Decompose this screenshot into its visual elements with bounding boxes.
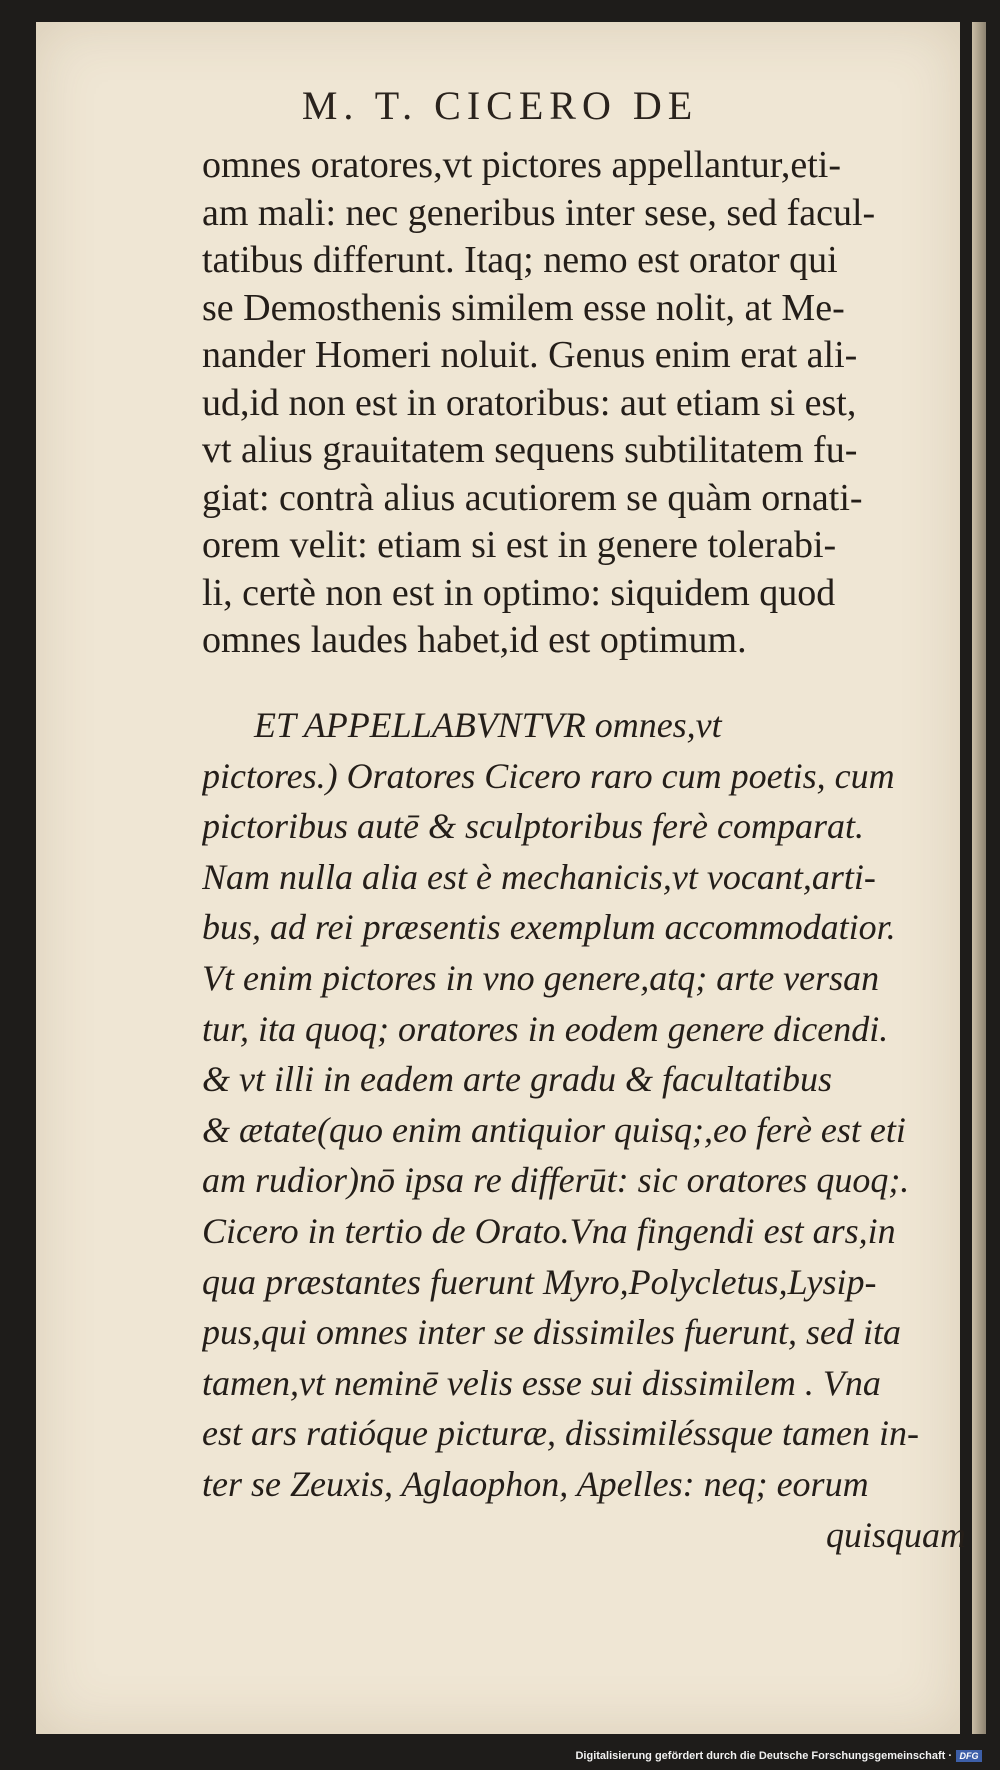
commentary-line: am rudior)nō ipsa re differūt: sic oratores quoq;.	[202, 1160, 910, 1201]
commentary-line: Cicero in tertio de Orato.Vna fingendi est ars,in	[202, 1210, 896, 1251]
commentary-line: & ætate(quo enim antiquior quisq;,eo ferè est eti	[202, 1109, 906, 1150]
main-text-line: orem velit: etiam si est in genere tolerabi-	[202, 524, 837, 566]
main-text-line: giat: contrà alius acutiorem se quàm ornati-	[202, 476, 863, 519]
commentary-line: tur, ita quoq; oratores in eodem genere dicendi.	[202, 1008, 889, 1049]
footer-credit-text: Digitalisierung gefördert durch die Deutsche Forschungsgemeinschaft ·	[575, 1750, 952, 1762]
main-text-block	[202, 142, 978, 665]
commentary-line: pus,qui omnes inter se dissimiles fuerunt, sed ita	[202, 1312, 901, 1353]
main-text-line: vt alius grauitatem sequens subtilitatem fu-	[202, 429, 858, 471]
commentary-line: ET APPELLABVNTVR omnes,vt	[254, 705, 722, 745]
main-text-line: li, certè non est in optimo: siquidem quod	[202, 571, 836, 614]
footer-credit	[575, 1750, 982, 1762]
catchword: quisquam	[825, 1514, 966, 1555]
main-text-line: ud,id non est in oratoribus: aut etiam si est,	[202, 381, 857, 424]
commentary-line: ter se Zeuxis, Aglaophon, Apelles: neq; eorum	[202, 1463, 869, 1504]
commentary-line: tamen,vt neminē velis esse sui dissimilem . Vna	[202, 1362, 881, 1403]
main-text-line: tatibus differunt. Itaq; nemo est orator qui	[202, 239, 838, 281]
commentary-line: pictores.) Oratores Cicero raro cum poetis, cum	[202, 755, 895, 796]
commentary-block	[202, 700, 978, 1560]
main-text-line: nander Homeri noluit. Genus enim erat ali-	[202, 334, 858, 376]
commentary-line: bus, ad rei præsentis exemplum accommodatior.	[202, 907, 896, 948]
commentary-line: pictoribus autē & sculptoribus ferè comparat.	[202, 806, 864, 847]
commentary-line: qua præstantes fuerunt Myro,Polycletus,Lysip-	[202, 1261, 877, 1302]
commentary-line: Nam nulla alia est è mechanicis,vt vocant,arti-	[202, 856, 876, 897]
main-text-line: omnes oratores,vt pictores appellantur,eti-	[202, 144, 841, 186]
main-text-line: omnes laudes habet,id est optimum.	[202, 619, 747, 661]
commentary-line: & vt illi in eadem arte gradu & facultatibus	[202, 1059, 832, 1100]
main-text-line: se Demosthenis similem esse nolit, at Me-	[202, 286, 845, 329]
commentary-line: Vt enim pictores in vno genere,atq; arte versan	[202, 957, 880, 998]
main-text-line: am mali: nec generibus inter sese, sed facul-	[202, 191, 876, 234]
commentary-line: est ars ratióque picturæ, dissimiléssque tamen in-	[202, 1413, 919, 1454]
dfg-logo-icon: DFG	[956, 1750, 982, 1762]
running-head: M. T. CICERO DE	[301, 83, 699, 128]
